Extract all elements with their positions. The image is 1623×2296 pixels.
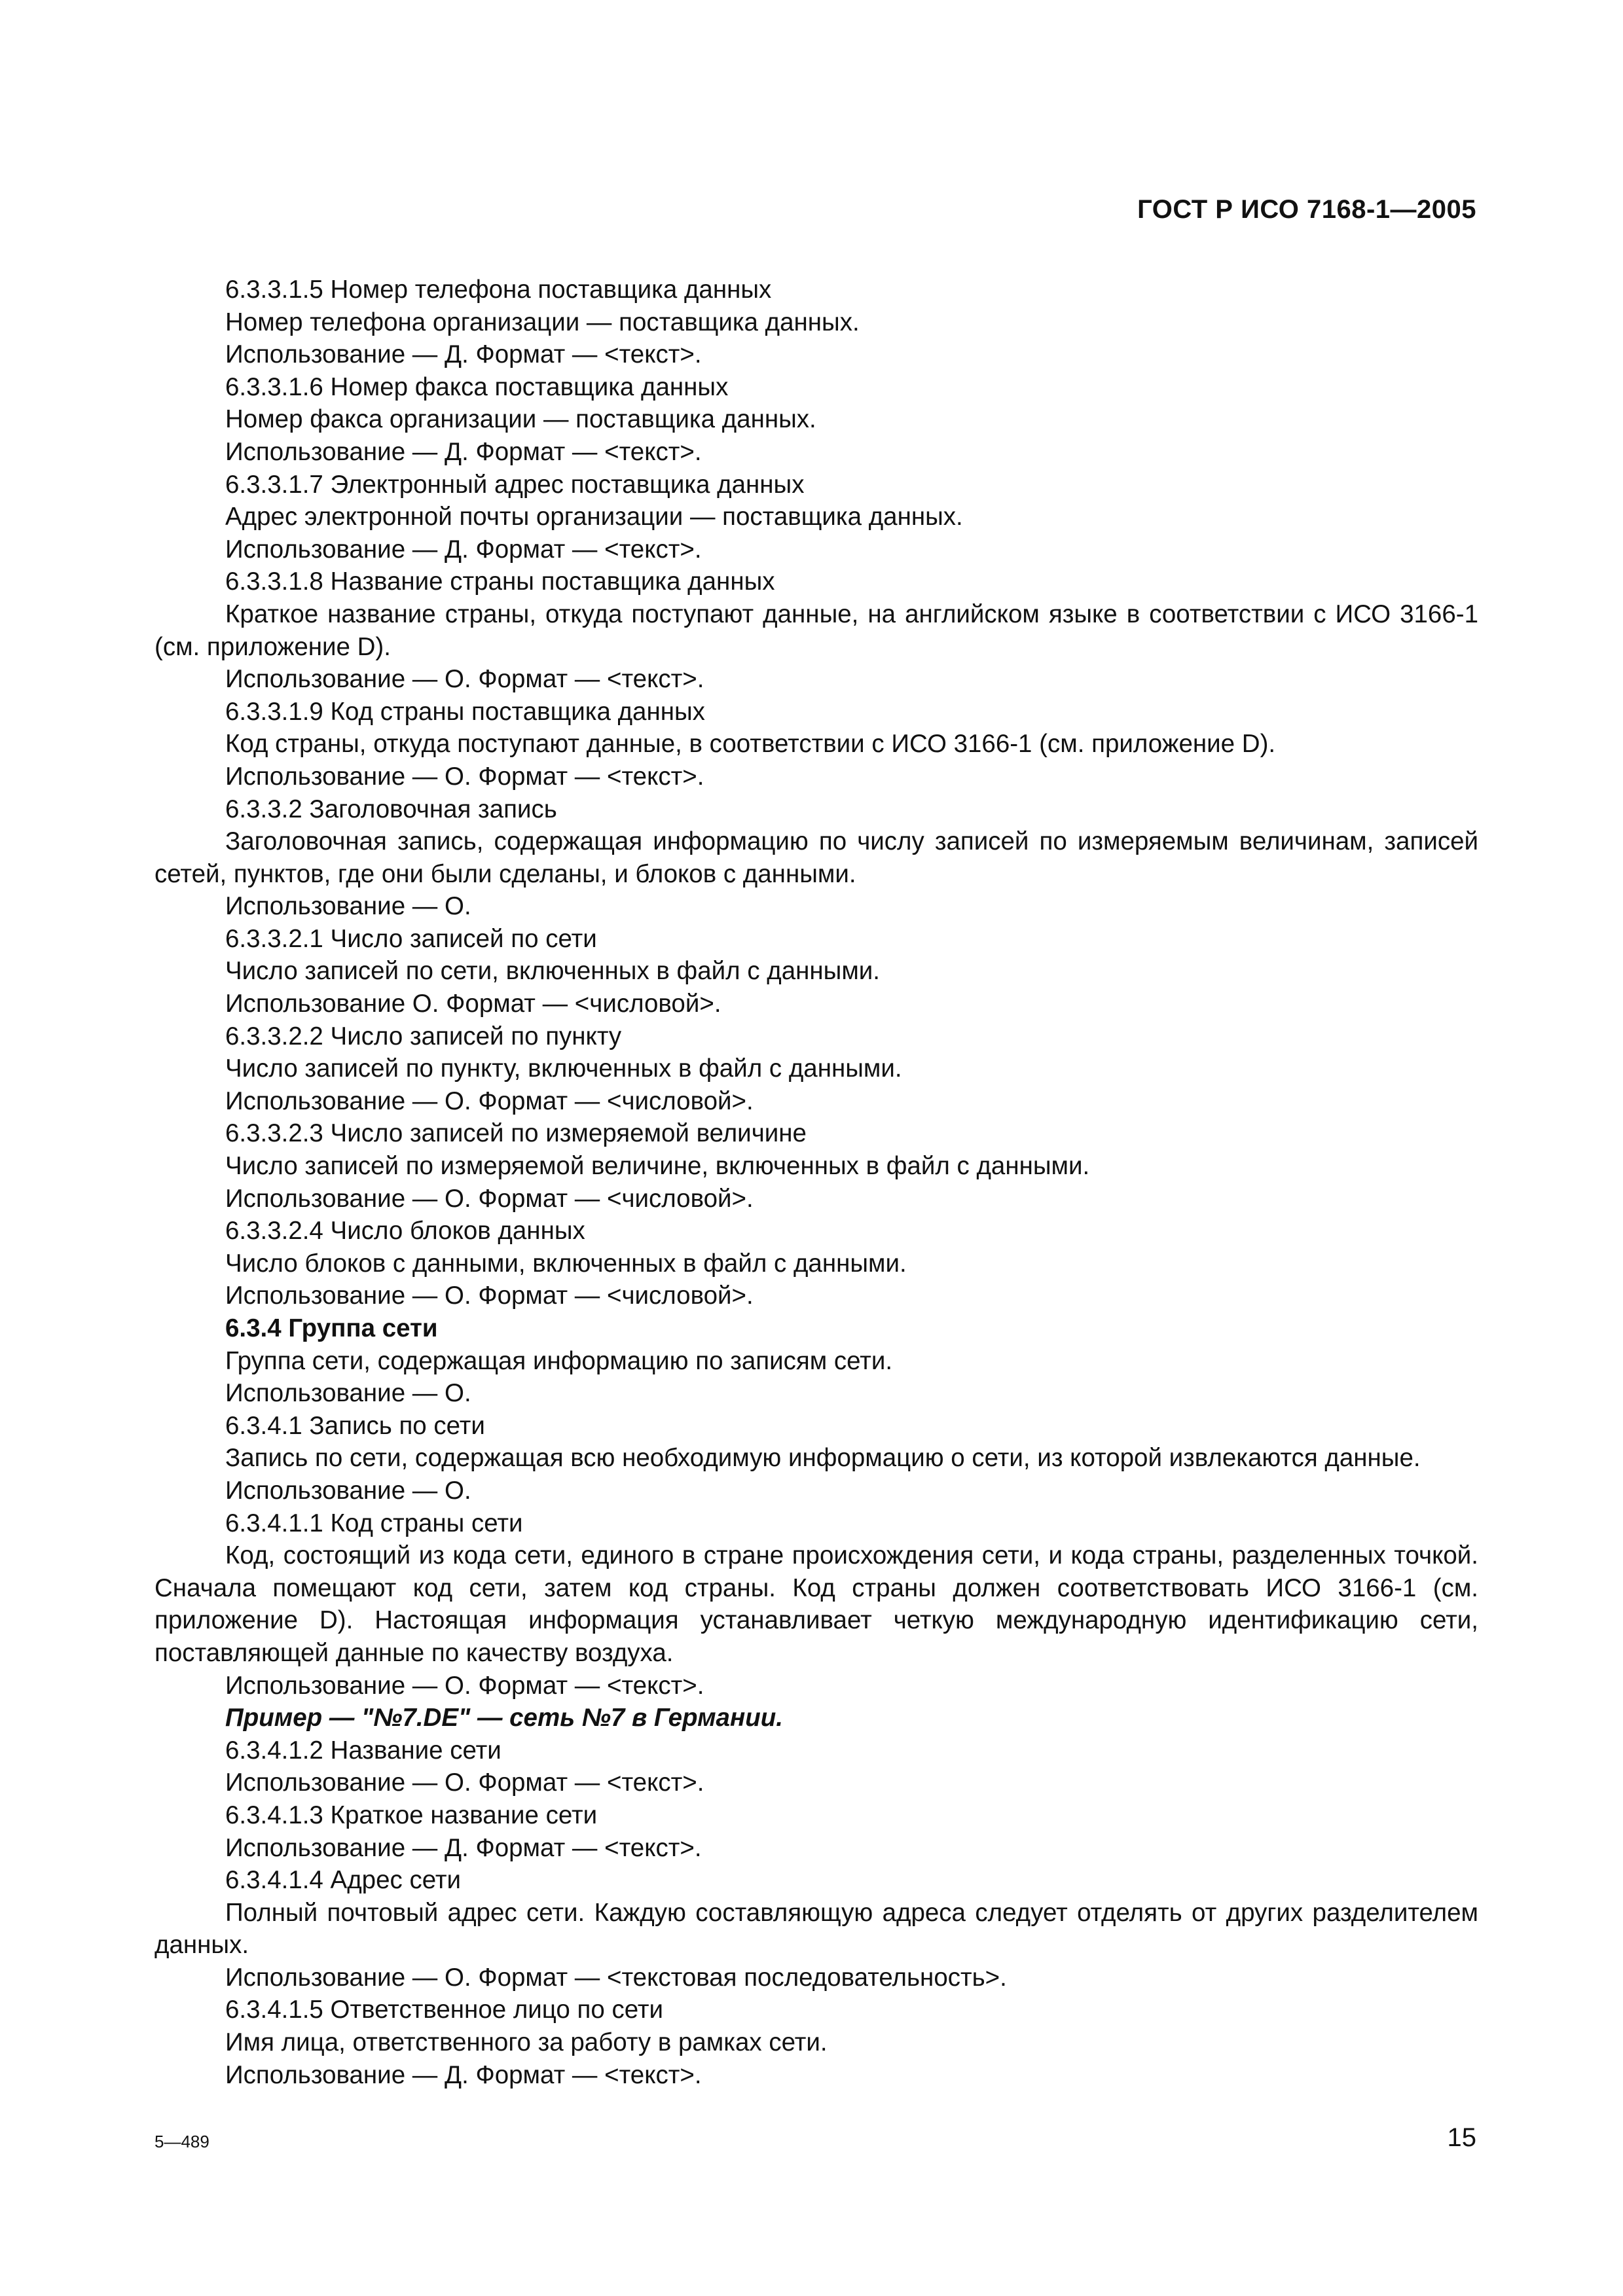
paragraph: 6.3.3.1.8 Название страны поставщика данных — [225, 567, 775, 596]
paragraph: Код страны, откуда поступают данные, в соответствии с ИСО 3166-1 (см. приложение D). — [225, 730, 1276, 759]
paragraph: Использование — О. Формат — <текстовая последовательность>. — [225, 1963, 1007, 1992]
paragraph: Использование — О. Формат — <числовой>. — [225, 1184, 754, 1213]
paragraph: 6.3.3.1.6 Номер факса поставщика данных — [225, 372, 729, 401]
paragraph: Использование — О. Формат — <числовой>. — [225, 1086, 754, 1115]
paragraph: 6.3.3.1.9 Код страны поставщика данных — [225, 697, 705, 726]
paragraph: 6.3.3.2.4 Число блоков данных — [225, 1217, 585, 1246]
paragraph: Код, состоящий из кода сети, единого в стране происхождения сети, и кода страны, разделенных точкой. Сначала помещают код сети, затем код страны. Код страны должен соответствовать ИСО 3166-1 (см. приложение D). Настоящая информация устанавливает четкую международную идентификацию сети, поставляющей данные по качеству воздуха. — [155, 1541, 1478, 1667]
paragraph: Использование — О. Формат — <текст>. — [225, 762, 704, 791]
paragraph: Использование — Д. Формат — <текст>. — [225, 2060, 702, 2089]
footer-print-code: 5—489 — [155, 2132, 210, 2151]
paragraph: Использование — О. Формат — <числовой>. — [225, 1282, 754, 1310]
paragraph: Номер телефона организации — поставщика данных. — [225, 308, 860, 336]
document-header: ГОСТ Р ИСО 7168-1—2005 — [1137, 195, 1476, 224]
paragraph: Использование — Д. Формат — <текст>. — [225, 340, 702, 369]
paragraph: Использование — Д. Формат — <текст>. — [225, 1833, 702, 1862]
paragraph: Использование — О. Формат — <текст>. — [225, 665, 704, 694]
paragraph: Адрес электронной почты организации — поставщика данных. — [225, 503, 963, 531]
paragraph: Использование — Д. Формат — <текст>. — [225, 437, 702, 466]
document-body — [155, 274, 1478, 2091]
paragraph: Число блоков с данными, включенных в файл с данными. — [225, 1249, 907, 1278]
paragraph: Использование О. Формат — <числовой>. — [225, 990, 721, 1018]
paragraph: Номер факса организации — поставщика данных. — [225, 405, 816, 434]
paragraph: 6.3.3.1.5 Номер телефона поставщика данных — [225, 276, 772, 304]
paragraph: Использование — О. Формат — <текст>. — [225, 1671, 704, 1700]
paragraph: Заголовочная запись, содержащая информацию по числу записей по измеряемым величинам, записей сетей, пунктов, где они были сделаны, и блоков с данными. — [155, 827, 1478, 888]
paragraph: Пример — "№7.DE" — сеть №7 в Германии. — [225, 1704, 783, 1732]
paragraph: Группа сети, содержащая информацию по записям сети. — [225, 1346, 893, 1375]
paragraph: 6.3.4.1.3 Краткое название сети — [225, 1801, 598, 1829]
paragraph: Использование — О. — [225, 1476, 471, 1505]
paragraph: 6.3.4.1.5 Ответственное лицо по сети — [225, 1996, 664, 2024]
paragraph: 6.3.3.2.1 Число записей по сети — [225, 924, 597, 953]
paragraph: 6.3.4.1 Запись по сети — [225, 1411, 485, 1440]
paragraph: 6.3.3.1.7 Электронный адрес поставщика данных — [225, 470, 805, 499]
paragraph: 6.3.4 Группа сети — [225, 1314, 438, 1342]
paragraph: 6.3.3.2.2 Число записей по пункту — [225, 1022, 622, 1050]
paragraph: Использование — Д. Формат — <текст>. — [225, 535, 702, 564]
paragraph: Запись по сети, содержащая всю необходимую информацию о сети, из которой извлекаются данные. — [225, 1444, 1421, 1473]
paragraph: Использование — О. — [225, 892, 471, 921]
paragraph: 6.3.4.1.4 Адрес сети — [225, 1866, 461, 1895]
paragraph: 6.3.4.1.2 Название сети — [225, 1736, 501, 1765]
paragraph: Использование — О. — [225, 1379, 471, 1408]
paragraph: 6.3.3.2 Заголовочная запись — [225, 795, 557, 823]
paragraph: Число записей по измеряемой величине, включенных в файл с данными. — [225, 1152, 1090, 1181]
paragraph: Полный почтовый адрес сети. Каждую составляющую адреса следует отделять от других разделителем данных. — [155, 1898, 1478, 1960]
paragraph: Имя лица, ответственного за работу в рамках сети. — [225, 2028, 828, 2057]
paragraph: Число записей по пункту, включенных в файл с данными. — [225, 1054, 902, 1083]
paragraph: 6.3.4.1.1 Код страны сети — [225, 1509, 523, 1537]
paragraph: 6.3.3.2.3 Число записей по измеряемой величине — [225, 1119, 807, 1148]
paragraph: Краткое название страны, откуда поступают данные, на английском языке в соответствии с ИСО 3166-1 (см. приложение D). — [155, 600, 1478, 661]
page-number: 15 — [1447, 2123, 1476, 2152]
paragraph: Использование — О. Формат — <текст>. — [225, 1768, 704, 1797]
paragraph: Число записей по сети, включенных в файл с данными. — [225, 957, 881, 986]
